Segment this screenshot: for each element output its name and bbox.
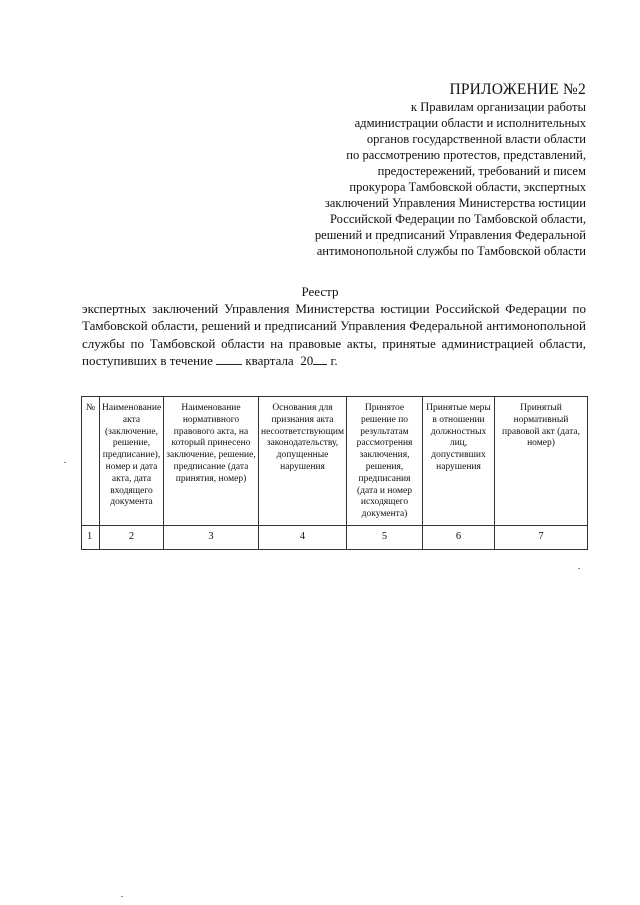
annex-line: администрации области и исполнительных bbox=[354, 116, 586, 130]
column-number-cell: 5 bbox=[347, 525, 423, 549]
annex-line: заключений Управления Министерства юстиции bbox=[324, 196, 586, 210]
column-number-cell: 1 bbox=[82, 525, 100, 549]
table-header-row bbox=[82, 397, 588, 526]
registry-line: службы по Тамбовской области на правовые акты, принятые администрацией области, bbox=[82, 335, 586, 351]
scan-speck bbox=[64, 462, 66, 463]
period-prefix: поступивших в течение bbox=[82, 352, 213, 368]
quarter-blank bbox=[216, 352, 242, 365]
registry-table bbox=[81, 396, 588, 550]
column-number-cell: 7 bbox=[495, 525, 588, 549]
column-header-decision: Принятое решение по результатам рассмотрения заключения, решения, предписания (дата и номер исходящего документа) bbox=[347, 397, 423, 526]
registry-title: Реестр bbox=[301, 284, 339, 299]
column-number-cell: 4 bbox=[259, 525, 347, 549]
registry-description bbox=[82, 300, 586, 369]
column-header-measures: Принятые меры в отношении должностных лиц, допустивших нарушения bbox=[423, 397, 495, 526]
annex-header bbox=[290, 80, 586, 259]
registry-line: экспертных заключений Управления Министерства юстиции Российской Федерации по bbox=[82, 301, 586, 316]
column-number-cell: 6 bbox=[423, 525, 495, 549]
column-number-cell: 3 bbox=[164, 525, 259, 549]
annex-title: ПРИЛОЖЕНИЕ №2 bbox=[449, 81, 586, 98]
column-header-regulation-name: Наименование нормативного правового акта, на который принесено заключение, решение, предписание (дата принятия, номер) bbox=[164, 397, 259, 526]
annex-line: решений и предписаний Управления Федеральной bbox=[314, 228, 586, 242]
annex-line: антимонопольной службы по Тамбовской области bbox=[316, 244, 586, 258]
column-header-grounds: Основания для признания акта несоответствующим законодательству, допущенные нарушения bbox=[259, 397, 347, 526]
scan-speck bbox=[578, 568, 580, 569]
column-header-adopted-act: Принятый нормативный правовой акт (дата, номер) bbox=[495, 397, 588, 526]
column-number-cell: 2 bbox=[100, 525, 164, 549]
annex-line: Российской Федерации по Тамбовской области, bbox=[329, 212, 586, 226]
scan-speck bbox=[121, 896, 123, 897]
registry-line: Тамбовской области, решений и предписаний Управления Федеральной антимонопольной bbox=[82, 318, 586, 334]
year-suffix: г. bbox=[330, 352, 338, 368]
column-header-number: № bbox=[82, 397, 100, 526]
annex-line: к Правилам организации работы bbox=[410, 100, 586, 114]
annex-line: по рассмотрению протестов, представлений, bbox=[346, 148, 586, 162]
quarter-label: квартала bbox=[245, 352, 294, 368]
year-prefix: 20 bbox=[300, 352, 314, 368]
annex-line: органов государственной власти области bbox=[366, 132, 586, 146]
annex-line: предостережений, требований и писем bbox=[377, 164, 586, 178]
year-blank bbox=[313, 352, 327, 365]
registry-period-line bbox=[82, 352, 586, 369]
column-header-act-name: Наименование акта (заключение, решение, предписание), номер и дата акта, дата входящего документа bbox=[100, 397, 164, 526]
annex-line: прокурора Тамбовской области, экспертных bbox=[349, 180, 586, 194]
table-row bbox=[82, 525, 588, 549]
